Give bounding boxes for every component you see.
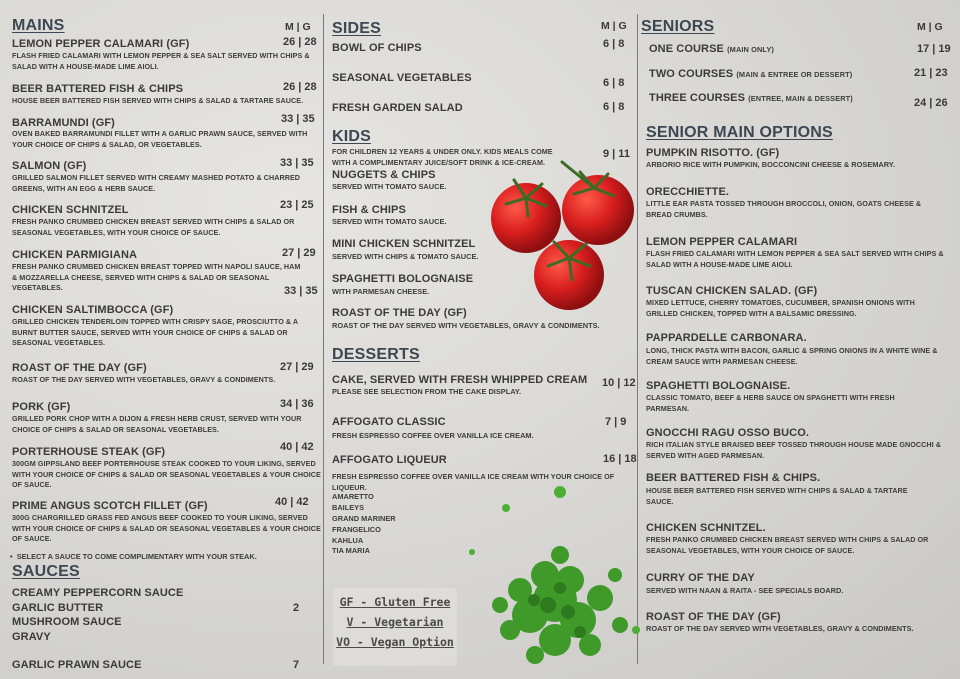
senior-option-desc: SERVED WITH NAAN & RAITA - SEE SPECIALS BOARD. xyxy=(646,586,844,595)
side-item-name: SEASONAL VEGETABLES xyxy=(332,72,472,84)
senior-option-desc: CLASSIC TOMATO, BEEF & HERB SAUCE ON SPAGHETTI WITH FRESH PARMESAN. xyxy=(646,393,895,413)
mains-item-desc: 300G CHARGRILLED GRASS FED ANGUS BEEF COOKED TO YOUR LIKING, SERVED WITH YOUR CHOICE OF CHIPS & SALAD OR SEASONAL VEGETABLES & YOUR CHOICE OF SAUCE. xyxy=(12,513,321,543)
dessert-item-name: AFFOGATO CLASSIC xyxy=(332,416,446,428)
senior-course-name: ONE COURSE xyxy=(649,43,724,55)
bullet: • xyxy=(10,552,17,561)
senior-course-note: (ENTREE, MAIN & DESSERT) xyxy=(748,94,853,103)
mains-item-desc: FRESH PANKO CRUMBED CHICKEN BREAST TOPPED WITH NAPOLI SAUCE, HAM & MOZZARELLA CHEESE, SERVED WITH CHIPS & SALAD OR SEASONAL VEGETABLES. xyxy=(12,262,301,292)
side-item-name: FRESH GARDEN SALAD xyxy=(332,102,463,114)
kids-intro: FOR CHILDREN 12 YEARS & UNDER ONLY. KIDS MEALS COME WITH A COMPLIMENTARY JUICE/SOFT DRINK & ICE-CREAM. xyxy=(332,147,553,167)
sides-title: SIDES xyxy=(332,20,382,37)
dietary-legend xyxy=(333,588,457,666)
liqueur-item: BAILEYS xyxy=(332,503,365,512)
senior-option-desc: RICH ITALIAN STYLE BRAISED BEEF TOSSED THROUGH HOUSE MADE GNOCCHI & SERVED WITH AGED PARMESAN. xyxy=(646,440,941,460)
dessert-item-desc: FRESH ESPRESSO COFFEE OVER VANILLA ICE CREAM WITH YOUR CHOICE OF LIQUEUR. xyxy=(332,472,615,492)
kids-item-name: FISH & CHIPS xyxy=(332,204,406,216)
seniors-title: SENIORS xyxy=(641,18,715,35)
mains-item-name: LEMON PEPPER CALAMARI (GF) xyxy=(12,38,190,50)
mains-item-price: 40 | 42 xyxy=(280,441,314,453)
senior-option-desc: FRESH PANKO CRUMBED CHICKEN BREAST SERVED WITH CHIPS & SALAD OR SEASONAL VEGETABLES, WITH YOUR CHOICE OF SAUCE. xyxy=(646,535,929,555)
mains-item-desc: HOUSE BEER BATTERED FISH SERVED WITH CHIPS & SALAD & TARTARE SAUCE. xyxy=(12,96,304,105)
parsley-image xyxy=(460,480,640,675)
kids-item-desc: ROAST OF THE DAY SERVED WITH VEGETABLES, GRAVY & CONDIMENTS. xyxy=(332,321,600,330)
mains-item-price: 40 | 42 xyxy=(275,496,309,508)
dessert-item-name: AFFOGATO LIQUEUR xyxy=(332,454,447,466)
dessert-item-price: 16 | 18 xyxy=(603,453,637,465)
desserts-title: DESSERTS xyxy=(332,346,420,363)
mains-item-name: CHICKEN SALTIMBOCCA (GF) xyxy=(12,304,174,316)
dessert-item-desc: PLEASE SEE SELECTION FROM THE CAKE DISPLAY. xyxy=(332,387,522,396)
mains-item-name: PRIME ANGUS SCOTCH FILLET (GF) xyxy=(12,500,208,512)
garlic-prawn-sauce: GARLIC PRAWN SAUCE xyxy=(12,659,142,671)
kids-title: KIDS xyxy=(332,128,372,145)
mains-item-price: 26 | 28 xyxy=(283,36,317,48)
senior-options-title: SENIOR MAIN OPTIONS xyxy=(646,124,833,141)
sauce-item: GARLIC BUTTER xyxy=(12,602,104,614)
sauce-item: GRAVY xyxy=(12,631,51,643)
senior-option-desc: ARBORIO RICE WITH PUMPKIN, BOCCONCINI CHEESE & ROSEMARY. xyxy=(646,160,895,169)
mains-item-name: PORK (GF) xyxy=(12,401,71,413)
mains-item-desc: GRILLED CHICKEN TENDERLOIN TOPPED WITH CRISPY SAGE, PROSCIUTTO & A BURNT BUTTER SAUCE, SERVED WITH YOUR CHOICE OF CHIPS & SALAD OR SEASONAL VEGETABLES. xyxy=(12,317,298,347)
senior-course-name: THREE COURSES xyxy=(649,92,746,104)
mains-item-desc: FRESH PANKO CRUMBED CHICKEN BREAST SERVED WITH CHIPS & SALAD OR SEASONAL VEGETABLES, WITH YOUR CHOICE OF SAUCE. xyxy=(12,217,295,237)
senior-option-name: PAPPARDELLE CARBONARA. xyxy=(646,332,807,344)
mains-size-header: M | G xyxy=(285,21,311,33)
senior-option-desc: LONG, THICK PASTA WITH BACON, GARLIC & SPRING ONIONS IN A WHITE WINE & CREAM SAUCE WITH PARMESAN CHEESE. xyxy=(646,346,938,366)
steak-sauce-note-text: SELECT A SAUCE TO COME COMPLIMENTARY WITH YOUR STEAK. xyxy=(16,552,257,561)
senior-option-desc: FLASH FRIED CALAMARI WITH LEMON PEPPER & SEA SALT SERVED WITH CHIPS & SALAD WITH A HOUSE-MADE LIME AIOLI. xyxy=(646,249,944,269)
kids-item-name: SPAGHETTI BOLOGNAISE xyxy=(332,273,474,285)
kids-item-desc: SERVED WITH TOMATO SAUCE. xyxy=(332,182,447,191)
mains-item-price: 33 | 35 xyxy=(280,157,314,169)
side-item-price: 6 | 8 xyxy=(603,77,625,89)
senior-course xyxy=(649,92,853,104)
sauces-title: SAUCES xyxy=(12,563,80,580)
senior-option-name: ROAST OF THE DAY (GF) xyxy=(646,611,781,623)
liqueur-item: AMARETTO xyxy=(332,492,374,501)
tomatoes-image xyxy=(484,158,644,318)
kids-item-name: MINI CHICKEN SCHNITZEL xyxy=(332,238,476,250)
mains-item-name: BEER BATTERED FISH & CHIPS xyxy=(12,83,184,95)
senior-course xyxy=(649,68,852,80)
mains-item-name: ROAST OF THE DAY (GF) xyxy=(12,362,147,374)
senior-course-note: (MAIN & ENTREE OR DESSERT) xyxy=(736,70,853,79)
mains-item-price: 33 | 35 xyxy=(281,113,315,125)
mains-item-price: 23 | 25 xyxy=(280,199,314,211)
kids-item-name: ROAST OF THE DAY (GF) xyxy=(332,307,467,319)
mains-item-name: SALMON (GF) xyxy=(12,160,87,172)
mains-item-price: 34 | 36 xyxy=(280,398,314,410)
senior-course xyxy=(649,43,774,55)
sauce-item: MUSHROOM SAUCE xyxy=(12,616,122,628)
mains-item-price: 26 | 28 xyxy=(283,81,317,93)
senior-course-note: (MAIN ONLY) xyxy=(727,45,774,54)
liqueur-item: GRAND MARINER xyxy=(332,514,396,523)
legend-vegetarian: V - Vegetarian xyxy=(346,615,444,629)
dessert-item-price: 7 | 9 xyxy=(605,416,627,428)
sides-size-header: M | G xyxy=(601,20,627,32)
senior-option-name: ORECCHIETTE. xyxy=(646,186,730,198)
side-item-price: 6 | 8 xyxy=(603,38,625,50)
senior-option-name: GNOCCHI RAGU OSSO BUCO. xyxy=(646,427,810,439)
senior-option-name: TUSCAN CHICKEN SALAD. (GF) xyxy=(646,285,818,297)
senior-option-name: LEMON PEPPER CALAMARI xyxy=(646,236,798,248)
senior-option-desc: MIXED LETTUCE, CHERRY TOMATOES, CUCUMBER, SPANISH ONIONS WITH GRILLED CHICKEN, TOPPED WITH A BALSAMIC DRESSING. xyxy=(646,298,915,318)
senior-course-price: 17 | 19 xyxy=(917,43,951,55)
sauce-price: 2 xyxy=(293,602,300,614)
mains-item-desc: OVEN BAKED BARRAMUNDI FILLET WITH A GARLIC PRAWN SAUCE, SERVED WITH YOUR CHOICE OF CHIPS & SALAD, OR VEGETABLES. xyxy=(12,129,308,149)
liqueur-item: KAHLUA xyxy=(332,536,364,545)
senior-option-desc: HOUSE BEER BATTERED FISH SERVED WITH CHIPS & SALAD & TARTARE SAUCE. xyxy=(646,486,908,506)
dessert-item-desc: FRESH ESPRESSO COFFEE OVER VANILLA ICE CREAM. xyxy=(332,431,534,440)
senior-course-price: 21 | 23 xyxy=(914,67,948,79)
dessert-item-price: 10 | 12 xyxy=(602,377,636,389)
kids-price: 9 | 11 xyxy=(603,148,630,160)
senior-course-name: TWO COURSES xyxy=(649,68,734,80)
mains-item-desc: 300GM GIPPSLAND BEEF PORTERHOUSE STEAK COOKED TO YOUR LIKING, SERVED WITH YOUR CHOICE OF CHIPS & SALAD OR SEASONAL VEGETABLES & YOUR CHOICE OF SAUCE. xyxy=(12,459,321,489)
kids-item-name: NUGGETS & CHIPS xyxy=(332,169,436,181)
mains-item-desc: ROAST OF THE DAY SERVED WITH VEGETABLES, GRAVY & CONDIMENTS. xyxy=(12,375,276,384)
senior-option-name: CURRY OF THE DAY xyxy=(646,572,755,584)
mains-item-name: BARRAMUNDI (GF) xyxy=(12,117,115,129)
liqueur-item: TIA MARIA xyxy=(332,546,370,555)
senior-option-desc: LITTLE EAR PASTA TOSSED THROUGH BROCCOLI, ONION, GOATS CHEESE & BREAD CRUMBS. xyxy=(646,199,922,219)
mains-item-price: 33 | 35 xyxy=(284,285,318,297)
dessert-item-name: CAKE, SERVED WITH FRESH WHIPPED CREAM xyxy=(332,374,588,386)
garlic-prawn-sauce-price: 7 xyxy=(293,659,300,671)
mains-item-price: 27 | 29 xyxy=(282,247,316,259)
kids-item-desc: WITH PARMESAN CHEESE. xyxy=(332,287,430,296)
senior-option-name: SPAGHETTI BOLOGNAISE. xyxy=(646,380,791,392)
steak-sauce-note xyxy=(10,552,257,561)
sauce-item: CREAMY PEPPERCORN SAUCE xyxy=(12,587,184,599)
kids-item-desc: SERVED WITH CHIPS & TOMATO SAUCE. xyxy=(332,252,479,261)
senior-option-desc: ROAST OF THE DAY SERVED WITH VEGETABLES, GRAVY & CONDIMENTS. xyxy=(646,624,914,633)
mains-item-desc: GRILLED PORK CHOP WITH A DIJON & FRESH HERB CRUST, SERVED WITH YOUR CHOICE OF CHIPS & SALAD OR SEASONAL VEGETABLES. xyxy=(12,414,302,434)
senior-option-name: CHICKEN SCHNITZEL. xyxy=(646,522,766,534)
mains-item-desc: GRILLED SALMON FILLET SERVED WITH CREAMY MASHED POTATO & CHARRED GREENS, WITH AN EGG & HERB SAUCE. xyxy=(12,173,301,193)
mains-item-price: 27 | 29 xyxy=(280,361,314,373)
seniors-size-header: M | G xyxy=(917,21,943,33)
mains-item-name: PORTERHOUSE STEAK (GF) xyxy=(12,446,166,458)
side-item-price: 6 | 8 xyxy=(603,101,625,113)
legend-gluten-free: GF - Gluten Free xyxy=(339,595,451,609)
mains-item-desc: FLASH FRIED CALAMARI WITH LEMON PEPPER & SEA SALT SERVED WITH CHIPS & SALAD WITH A HOUSE-MADE LIME AIOLI. xyxy=(12,51,310,71)
kids-item-desc: SERVED WITH TOMATO SAUCE. xyxy=(332,217,447,226)
liqueur-item: FRANGELICO xyxy=(332,525,381,534)
mains-item-name: CHICKEN SCHNITZEL xyxy=(12,204,129,216)
senior-course-price: 24 | 26 xyxy=(914,97,948,109)
mains-title: MAINS xyxy=(12,17,65,34)
legend-vegan-option: VO - Vegan Option xyxy=(336,635,454,649)
senior-option-name: PUMPKIN RISOTTO. (GF) xyxy=(646,147,780,159)
senior-option-name: BEER BATTERED FISH & CHIPS. xyxy=(646,472,821,484)
side-item-name: BOWL OF CHIPS xyxy=(332,42,422,54)
mains-item-name: CHICKEN PARMIGIANA xyxy=(12,249,138,261)
